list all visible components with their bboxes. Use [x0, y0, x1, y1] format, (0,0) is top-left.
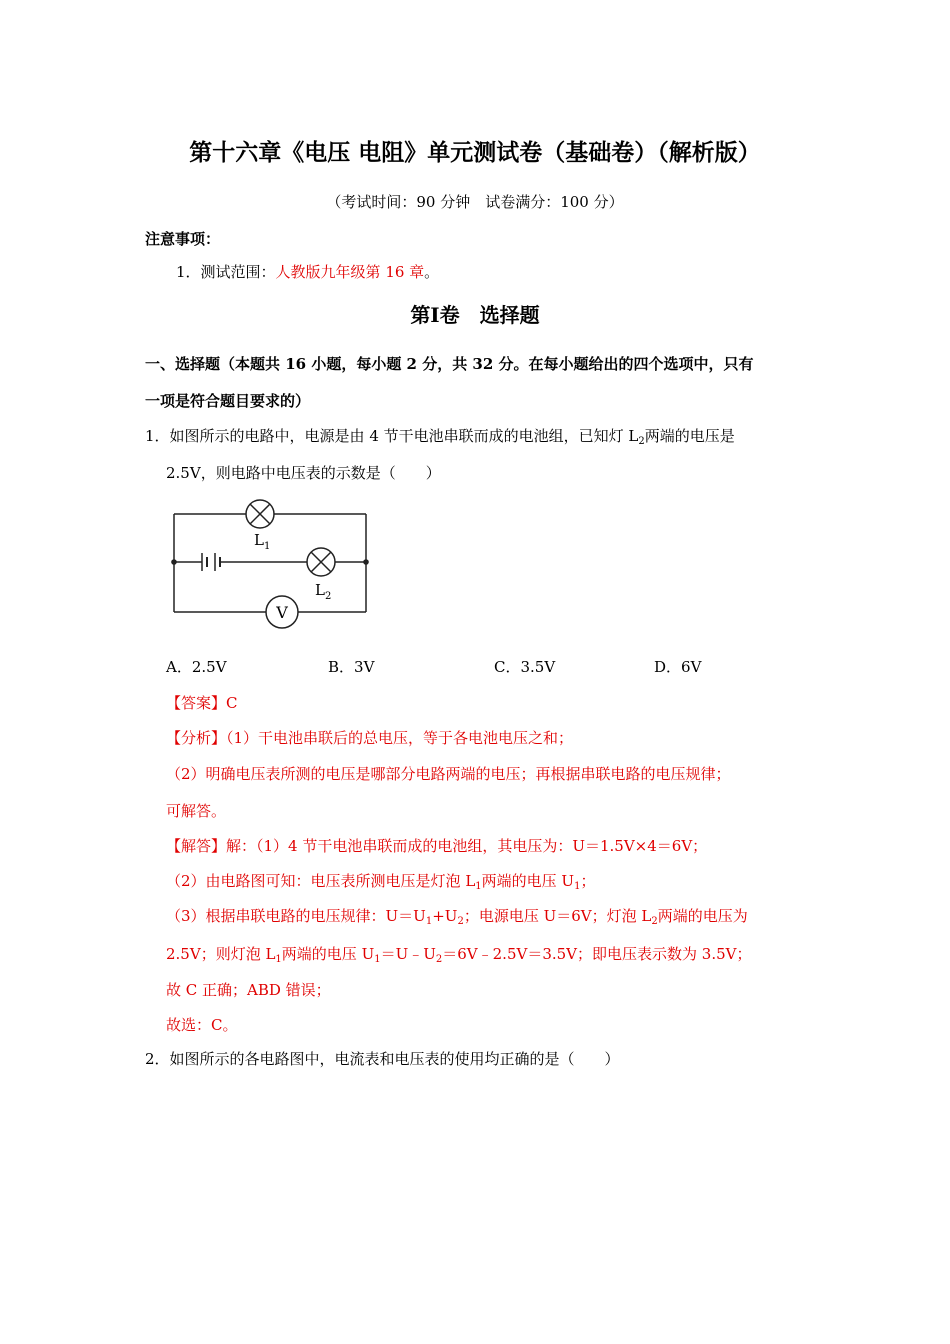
solution-line-1: 【解答】解：（1）4 节干电池串联而成的电池组，其电压为：U＝1.5V×4＝6V； — [166, 837, 708, 855]
solution-line-3: （3）根据串联电路的电压规律：$U=U_1+U_2$；电源电压 U＝6V；灯泡 $L_2$两端的电压为 — [166, 907, 748, 927]
section-heading-line1: 一、选择题（本题共 16 小题，每小题 2 分，共 32 分。在每小题给出的四个选项中，只有 — [145, 355, 754, 373]
option-b: B．3V — [328, 658, 375, 676]
battery-symbol — [202, 553, 220, 571]
analysis-line-3: 可解答。 — [166, 802, 227, 820]
page-title: 第十六章《电压 电阻》单元测试卷（基础卷）（解析版） — [189, 139, 761, 166]
question-2-stem: 2．如图所示的各电路图中，电流表和电压表的使用均正确的是（ ） — [145, 1050, 620, 1068]
lamp-l2-label: $L_2$ — [315, 581, 332, 602]
scope-highlight: 人教版九年级第 16 章 — [275, 263, 425, 281]
junction-right — [363, 559, 369, 565]
solution-line-4: 2.5V；则灯泡 $L_1$两端的电压 $U_1=U﹣U_2=6V﹣2.5V=3.5V$；即电压表示数为 3.5V； — [166, 945, 752, 965]
exam-info: （考试时间：90 分钟 试卷满分：100 分） — [326, 193, 624, 211]
voltmeter-label: V — [276, 603, 288, 622]
conclusion-line: 故 C 正确；ABD 错误； — [166, 981, 331, 999]
analysis-line-1: 【分析】（1）干电池串联后的总电压，等于各电池电压之和； — [166, 729, 574, 747]
answer-line: 【答案】C — [166, 694, 238, 712]
solution-line-2: （2）由电路图可知：电压表所测电压是灯泡 $L_1$两端的电压 $U_1$； — [166, 872, 596, 892]
choice-line: 故选：C。 — [166, 1016, 238, 1034]
circuit-diagram — [162, 495, 382, 635]
analysis-line-2: （2）明确电压表所测的电压是哪部分电路两端的电压；再根据串联电路的电压规律； — [166, 765, 731, 783]
option-d: D．6V — [654, 658, 702, 676]
option-c: C．3.5V — [494, 658, 556, 676]
question-1-stem-cont: 2.5V，则电路中电压表的示数是（ ） — [166, 464, 441, 482]
lamp-l1-label: $L_1$ — [254, 531, 271, 552]
notice-item-scope: 1．测试范围：人教版九年级第 16 章。 — [176, 263, 440, 281]
option-a: A．2.5V — [166, 658, 227, 676]
volume-title: 第Ⅰ卷 选择题 — [410, 303, 540, 327]
lamp-l1 — [246, 500, 274, 528]
lamp-l2 — [307, 548, 335, 576]
notice-heading: 注意事项： — [145, 230, 221, 248]
junction-left — [171, 559, 177, 565]
voltmeter — [266, 596, 298, 628]
section-heading-line2: 一项是符合题目要求的） — [145, 392, 311, 410]
question-1-stem: 1．如图所示的电路中，电源是由 4 节干电池串联而成的电池组，已知灯 $L_2$两端的电压是 — [145, 427, 735, 447]
